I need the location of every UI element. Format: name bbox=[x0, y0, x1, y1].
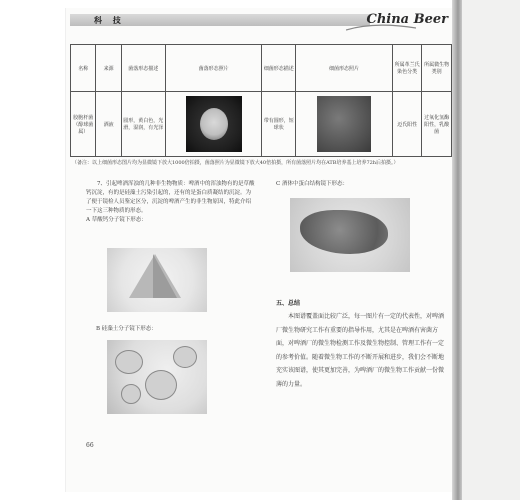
cell-name: 胶胞杆菌（醇球菌属） bbox=[71, 92, 96, 157]
book-gutter bbox=[452, 0, 462, 500]
page-header bbox=[66, 8, 454, 38]
table-note: （备注：以上细菌形态图片均为显微镜下放大1000倍拍摄，菌落照片为显微镜下放大40倍拍摄，所有菌落照片均在ATB培养基上培养72h后拍摄。） bbox=[72, 160, 399, 166]
table-header-cell: 所属革兰氏染色分类 bbox=[392, 45, 422, 92]
table-header-cell: 菌落形态描述 bbox=[121, 45, 165, 92]
caption-a: A 草酸钙分子镜下形态： bbox=[86, 217, 147, 223]
page-number: 66 bbox=[86, 442, 94, 449]
table-header-cell: 菌落形态照片 bbox=[165, 45, 262, 92]
bacteria-spec-table bbox=[70, 44, 452, 157]
cell-bacteria-desc: 带有圆形，短球状 bbox=[262, 92, 296, 157]
cell-category: 过氧化氢酶阳性，乳酸菌 bbox=[422, 92, 452, 157]
paragraph: 7、引起啤酒浑浊的几种非生物物质：啤酒中的浑浊物有的是草酸钙沉淀，有的是硅藻土污染引起的，还有的是蛋白质凝结的沉淀。为了便于镜检人员鉴定区分，沉淀的啤酒产生的非生物原因，特此介绍一下这三种物质的形态。 bbox=[86, 181, 255, 214]
brand-logo-text: China Beer bbox=[366, 12, 448, 27]
left-column bbox=[86, 180, 256, 225]
bacteria-photo bbox=[317, 96, 371, 152]
table-header-cell: 名称 bbox=[71, 45, 96, 92]
cell-colony-desc: 圆形，黄白色，光滑，湿润，有光泽 bbox=[121, 92, 165, 157]
protein-structure-photo bbox=[290, 198, 410, 272]
colony-photo bbox=[186, 96, 242, 152]
summary-paragraph: 本图谱覆盖面比较广泛，每一图片有一定的代表性，对啤酒厂微生物研究工作有重要的指导作用，尤其是在啤酒有害菌方面，对啤酒厂的微生物检测工作及微生物控制、管理工作有一定的参考价值。随着微生物工作的不断开展和进步，我们会不断地充实该图谱，使其更加完善，为啤酒厂的微生物工作贡献一份微薄的力量。 bbox=[276, 313, 445, 388]
cell-gram: 迈氏阳性 bbox=[392, 92, 422, 157]
caption-c: C 酒体中蛋白结构镜下形态： bbox=[276, 181, 348, 187]
section-title: 科 技 bbox=[94, 15, 125, 25]
diatomite-photo bbox=[107, 340, 207, 414]
table-row bbox=[71, 92, 452, 157]
calcium-oxalate-photo bbox=[107, 248, 207, 312]
adjacent-page-edge bbox=[462, 0, 520, 500]
journal-page bbox=[66, 8, 454, 492]
table-header-cell: 细菌形态描述 bbox=[262, 45, 296, 92]
cell-colony-photo bbox=[165, 92, 262, 157]
table-header-cell: 来源 bbox=[96, 45, 121, 92]
summary-body bbox=[276, 310, 444, 391]
cell-bacteria-photo bbox=[296, 92, 393, 157]
table-header-row bbox=[71, 45, 452, 92]
right-column bbox=[276, 180, 448, 189]
table-header-cell: 所属微生物类别 bbox=[422, 45, 452, 92]
cell-source: 酒液 bbox=[96, 92, 121, 157]
table-header-cell: 细菌形态照片 bbox=[296, 45, 393, 92]
caption-b: B 硅藻土分子镜下形态： bbox=[96, 326, 157, 332]
summary-heading: 五、总结 bbox=[276, 300, 301, 307]
